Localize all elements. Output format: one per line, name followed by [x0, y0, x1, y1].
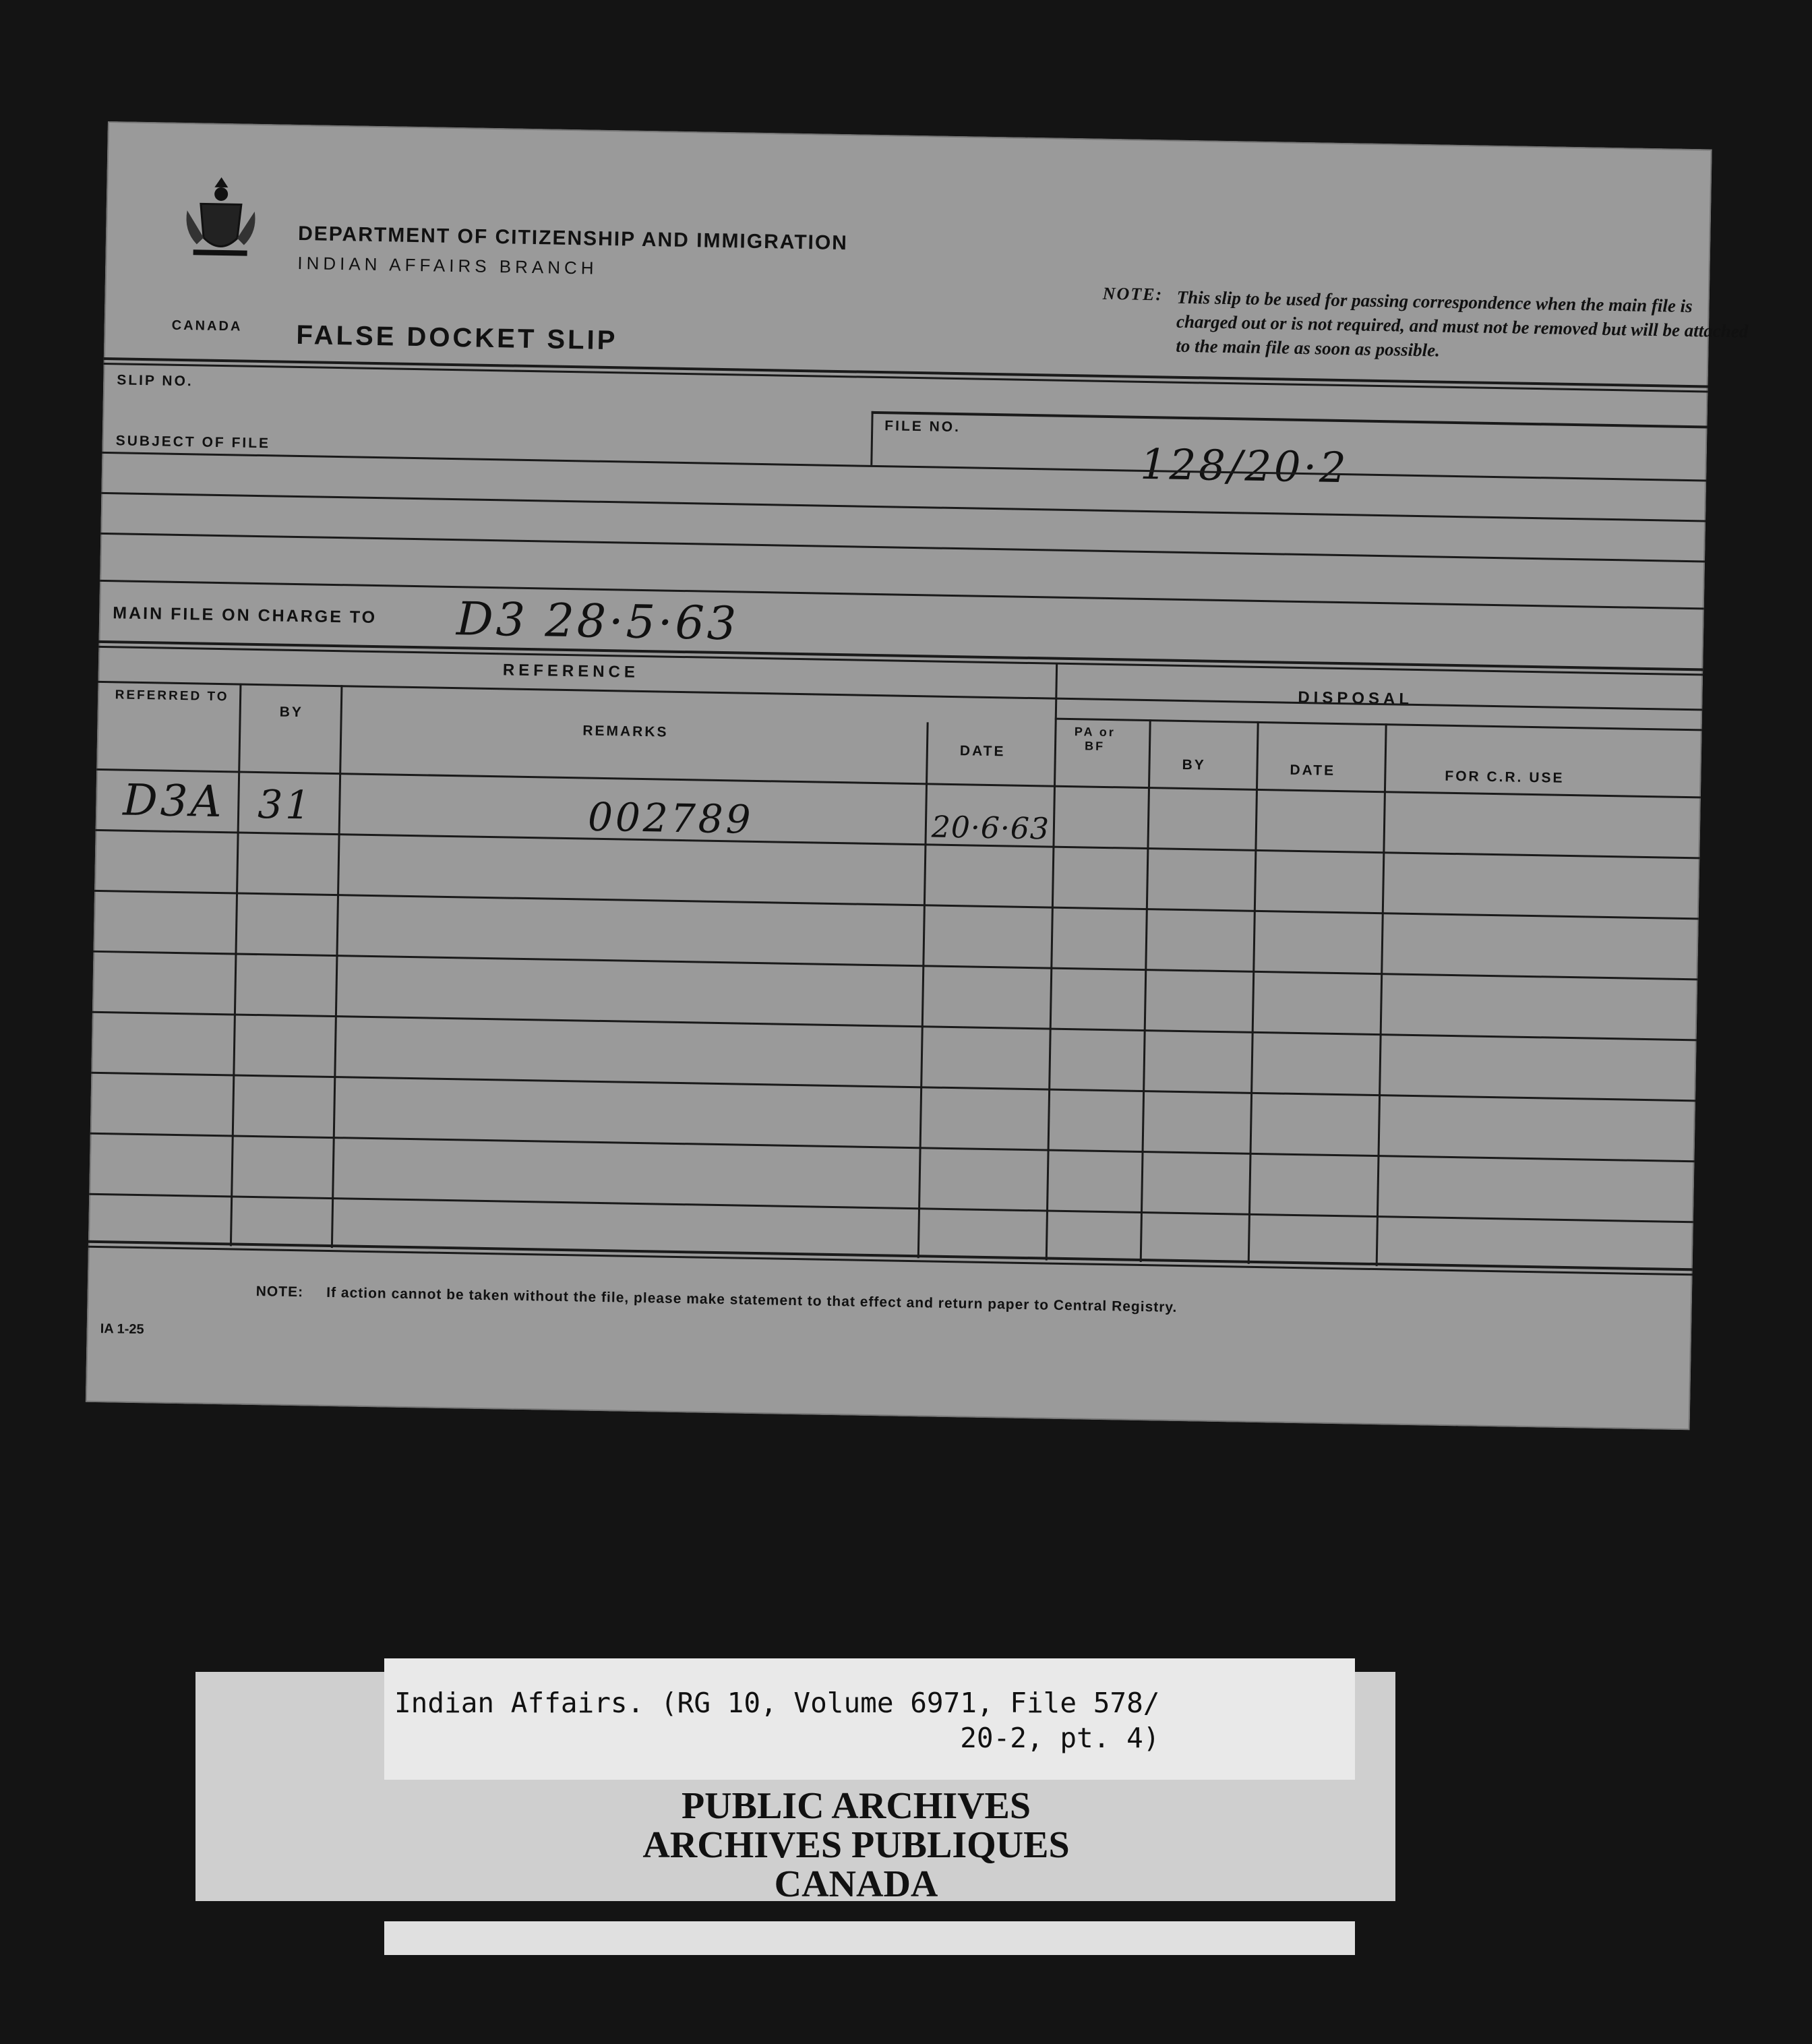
col-remarks: REMARKS: [582, 723, 669, 740]
rule: [870, 411, 873, 465]
row-rule: [96, 829, 1700, 860]
stamp-line-3: CANADA: [774, 1863, 938, 1905]
footer-note: [256, 1284, 1178, 1316]
col-rule: [917, 722, 929, 1258]
rule: [104, 363, 1708, 393]
rule: [100, 580, 1704, 610]
stamp-line-2: ARCHIVES PUBLIQUES: [642, 1824, 1070, 1866]
disposal-heading: DISPOSAL: [1298, 688, 1414, 709]
footer-note-text: If action cannot be taken without the file, please make statement to that effect and return paper to Central Registry.: [326, 1284, 1178, 1315]
slip-no-label: SLIP NO.: [117, 372, 193, 390]
rule: [1055, 718, 1702, 731]
col-rule: [230, 684, 242, 1246]
top-note-label: NOTE:: [1102, 283, 1164, 305]
rule: [101, 492, 1705, 522]
col-referred-to: REFERRED TO: [115, 688, 229, 704]
rule: [98, 646, 1703, 676]
col-rule: [331, 685, 343, 1248]
rule: [100, 533, 1705, 563]
footer-note-label: NOTE:: [255, 1284, 304, 1300]
col-disposal-date: DATE: [1290, 762, 1336, 779]
department-heading: DEPARTMENT OF CITIZENSHIP AND IMMIGRATION: [297, 222, 849, 255]
row-rule: [92, 1011, 1697, 1042]
country-label: CANADA: [171, 318, 243, 334]
row-rule: [93, 951, 1697, 981]
card-bottom-strip: [384, 1921, 1355, 1955]
row-rule: [88, 1246, 1693, 1276]
stamp-line-1: PUBLIC ARCHIVES: [681, 1785, 1031, 1827]
row-rule: [90, 1133, 1695, 1163]
archive-stamp: [553, 1786, 1159, 1904]
reference-heading: REFERENCE: [502, 661, 640, 682]
main-file-value[interactable]: D3 28·5·63: [456, 593, 739, 651]
col-date: DATE: [959, 743, 1006, 760]
branch-heading: INDIAN AFFAIRS BRANCH: [297, 252, 598, 278]
row-rule: [91, 1072, 1695, 1102]
col-cr-use: FOR C.R. USE: [1445, 768, 1565, 786]
col-rule: [1248, 721, 1259, 1264]
file-no-value[interactable]: 128/20·2: [1139, 439, 1350, 493]
row1-date[interactable]: 20·6·63: [931, 810, 1050, 847]
row1-by[interactable]: 31: [257, 781, 313, 829]
row-rule: [89, 1193, 1693, 1224]
rule: [872, 411, 1708, 429]
col-pa-bf: PA or BF: [1074, 725, 1116, 753]
row1-remarks[interactable]: 002789: [587, 793, 754, 843]
row-rule: [94, 890, 1699, 920]
rule: [98, 640, 1703, 671]
top-note-text: This slip to be used for passing correspondence when the main file is charged out or is not required, and must not be removed but will be attached to the main file as soon as possible.: [1176, 287, 1749, 361]
form-number: IA 1-25: [100, 1321, 144, 1337]
archive-citation: Indian Affairs. (RG 10, Volume 6971, File 578/ 20-2, pt. 4): [394, 1687, 1160, 1754]
coat-of-arms-icon: [179, 170, 262, 266]
file-no-label: FILE NO.: [884, 418, 961, 435]
rule: [102, 452, 1706, 482]
col-rule: [1140, 719, 1151, 1262]
subject-label: SUBJECT OF FILE: [115, 433, 271, 452]
main-file-label: MAIN FILE ON CHARGE TO: [113, 603, 378, 628]
row1-referred-to[interactable]: D3A: [122, 775, 225, 828]
rule: [98, 681, 1702, 711]
row-rule: [88, 1240, 1693, 1271]
form-title: FALSE DOCKET SLIP: [296, 320, 618, 356]
col-rule: [1376, 723, 1387, 1266]
col-rule: [1046, 664, 1058, 1261]
false-docket-slip: [86, 121, 1749, 1430]
col-by: BY: [279, 704, 304, 721]
col-disposal-by: BY: [1182, 756, 1206, 773]
